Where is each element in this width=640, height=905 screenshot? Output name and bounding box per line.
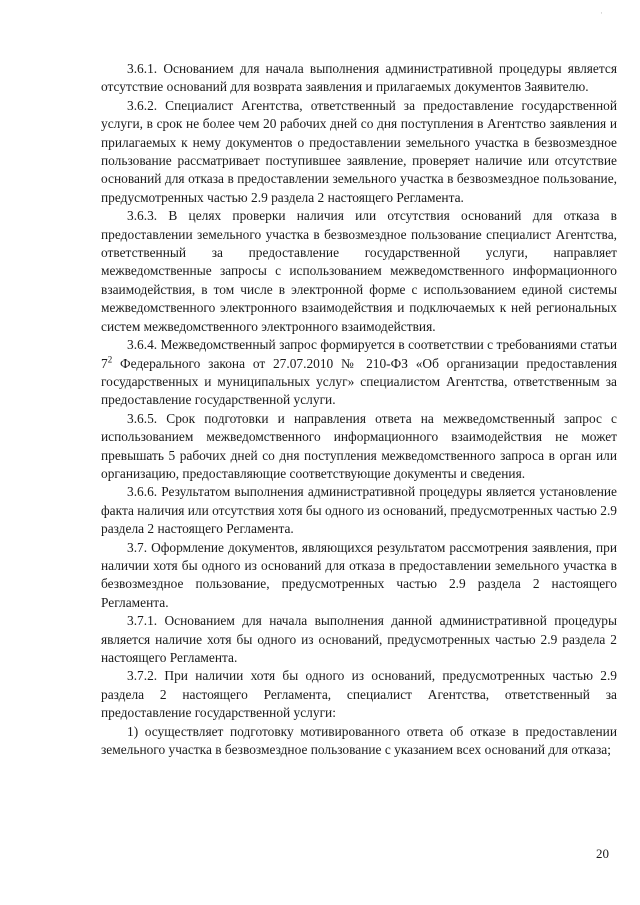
paragraph-3-6-3: 3.6.3. В целях проверки наличия или отсутствия оснований для отказа в предоставлении земельного участка в безвозмездное пользование специалист Агентства, ответственный за предоставление государственной услуги, направляет межведомственные запросы с использованием межведомственного информационного взаимодействия, в том числе в электронной форме с использованием единой системы межведомственного электронного взаимодействия и подключаемых к ней региональных систем межведомственного электронного взаимодействия. bbox=[101, 208, 617, 334]
document-body bbox=[101, 60, 617, 759]
scan-mark: · bbox=[600, 8, 603, 18]
paragraph-3-7: 3.7. Оформление документов, являющихся результатом рассмотрения заявления, при наличии хотя бы одного из оснований для отказа в предоставлении земельного участка в безвозмездное пользование, предусмотренных частью 2.9 раздела 2 настоящего Регламента. bbox=[101, 539, 617, 610]
paragraph-3-6-4-end: Федерального закона от 27.07.2010 № 210-ФЗ «Об организации предоставления государственных и муниципальных услуг» специалистом Агентства, ответственным за предоставление государственной услуги. bbox=[101, 355, 617, 408]
paragraph-3-6-1: 3.6.1. Основанием для начала выполнения административной процедуры является отсутствие оснований для возврата заявления и прилагаемых документов Заявителю. bbox=[101, 61, 617, 95]
paragraph-3-6-4-start: 3.6.4. Межведомственный запрос формируется в соответствии с требованиями статьи 7 bbox=[101, 337, 617, 371]
superscript-2: 2 bbox=[107, 354, 113, 365]
paragraph-3-6-6: 3.6.6. Результатом выполнения административной процедуры является установление факта наличия или отсутствия хотя бы одного из оснований, предусмотренных частью 2.9 раздела 2 настоящего Регламента. bbox=[101, 484, 617, 537]
paragraph-3-7-2: 3.7.2. При наличии хотя бы одного из оснований, предусмотренных частью 2.9 раздела 2 настоящего Регламента, специалист Агентства, ответственный за предоставление государственной услуги: bbox=[101, 668, 617, 721]
paragraph-3-6-2: 3.6.2. Специалист Агентства, ответственный за предоставление государственной услуги, в срок не более чем 20 рабочих дней со дня поступления в Агентство заявления и прилагаемых к нему документов о предоставлении земельного участка в безвозмездное пользование рассматривает поступившее заявление, проверяет наличие или отсутствие оснований для отказа в предоставлении земельного участка в безвозмездное пользование, предусмотренных частью 2.9 раздела 2 настоящего Регламента. bbox=[101, 97, 617, 205]
paragraph-3-7-1: 3.7.1. Основанием для начала выполнения данной административной процедуры является наличие хотя бы одного из оснований, предусмотренных частью 2.9 раздела 2 настоящего Регламента. bbox=[101, 613, 617, 665]
paragraph-3-6-5: 3.6.5. Срок подготовки и направления ответа на межведомственный запрос с использованием межведомственного информационного взаимодействия не может превышать 5 рабочих дней со дня поступления межведомственного запроса в орган или организацию, предоставляющие соответствующие документы и сведения. bbox=[101, 410, 617, 481]
list-item-1: 1) осуществляет подготовку мотивированного ответа об отказе в предоставлении земельного участка в безвозмездное пользование с указанием всех оснований для отказа; bbox=[101, 723, 617, 758]
paragraph-3-6-4 bbox=[101, 336, 617, 410]
page-number: 20 bbox=[596, 846, 609, 861]
